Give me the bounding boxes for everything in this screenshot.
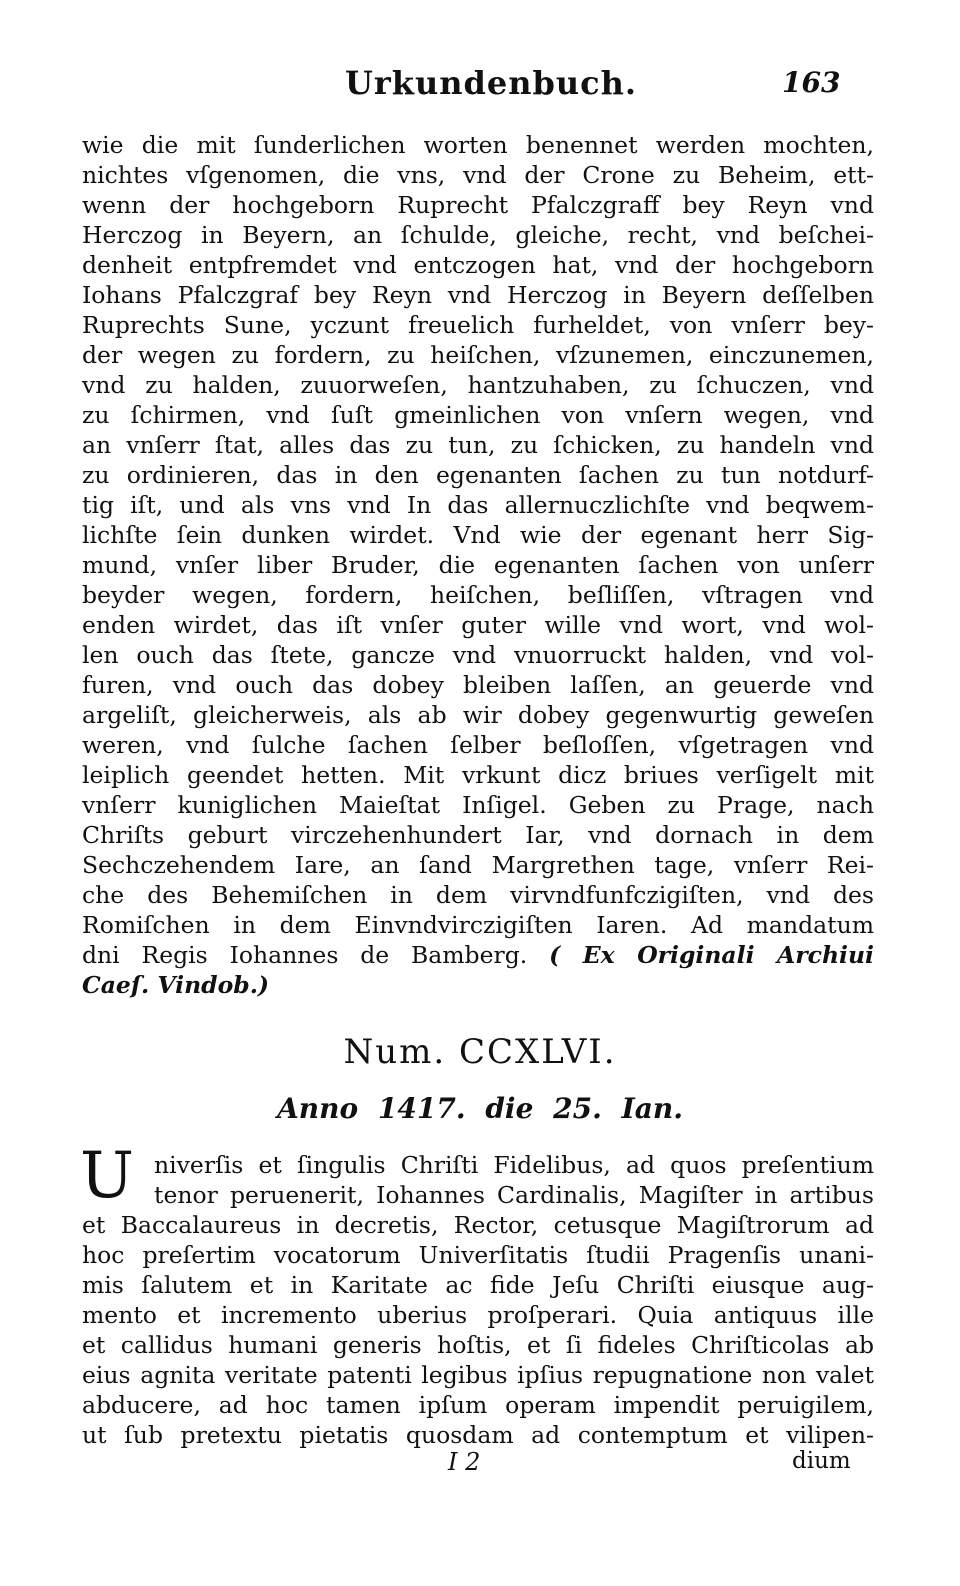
text-line: zu ſchirmen, vnd ſuſt gmeinlichen von vnſern wegen, vnd <box>82 401 874 429</box>
text-line: zu ordinieren, das in den egenanten ſachen zu tun notdurf- <box>82 461 874 489</box>
text-line: vnſerr kuniglichen Maieſtat Inſigel. Geben zu Prage, nach <box>82 791 874 819</box>
signature-mark: I 2 <box>448 1448 481 1476</box>
catchword: dium <box>792 1448 851 1474</box>
text-line: eius agnita veritate patenti legibus ipſius repugnatione non valet <box>82 1361 874 1389</box>
text-line <box>82 970 874 1000</box>
text-line: hoc preſertim vocatorum Univerſitatis ſtudii Pragenſis unani- <box>82 1241 874 1269</box>
text-line: et callidus humani generis hoſtis, et ſi fideles Chriſticolas ab <box>82 1331 874 1359</box>
text-line: Romiſchen in dem Einvndvirczigiſten Iaren. Ad mandatum <box>82 911 874 939</box>
text-line: et Baccalaureus in decretis, Rector, cetusque Magiſtrorum ad <box>82 1211 874 1239</box>
text-line: wie die mit ſunderlichen worten benennet werden mochten, <box>82 131 874 159</box>
text-line: abducere, ad hoc tamen ipſum operam impendit peruigilem, <box>82 1391 874 1419</box>
attestation-text: dni Regis Iohannes de Bamberg. <box>82 941 528 969</box>
text-line-with-source <box>82 940 874 970</box>
source-citation: ( Ex Originali Archiui <box>549 941 874 969</box>
text-line: der wegen zu fordern, zu heiſchen, vſzunemen, einczunemen, <box>82 341 874 369</box>
text-line: leiplich geendet hetten. Mit vrkunt dicz briues verſigelt mit <box>82 761 874 789</box>
text-line: nichtes vſgenomen, die vns, vnd der Crone zu Beheim, ett- <box>82 161 874 189</box>
text-line: lichſte ſein dunken wirdet. Vnd wie der egenant herr Sig- <box>82 521 874 549</box>
drop-cap: U <box>80 1139 134 1213</box>
text-line: mis ſalutem et in Karitate ac fide Jeſu Chriſti eiusque aug- <box>82 1271 874 1299</box>
document-number-heading: Num. CCXLVI. <box>343 1032 617 1072</box>
text-line: beyder wegen, fordern, heiſchen, beſliſſen, vſtragen vnd <box>82 581 874 609</box>
text-line: tenor peruenerit, Iohannes Cardinalis, Magiſter in artibus <box>154 1181 874 1209</box>
text-line: tig iſt, und als vns vnd In das allernuczlichſte vnd beqwem- <box>82 491 874 519</box>
source-citation-end: Caeſ. Vindob.) <box>82 971 270 999</box>
text-line: Ruprechts Sune, yczunt freuelich furheldet, von vnſerr bey- <box>82 311 874 339</box>
text-line: mund, vnſer liber Bruder, die egenanten ſachen von unſerr <box>82 551 874 579</box>
text-line: Herczog in Beyern, an ſchulde, gleiche, recht, vnd beſchei- <box>82 221 874 249</box>
text-line: argeliſt, gleicherweis, als ab wir dobey gegenwurtig geweſen <box>82 701 874 729</box>
text-line: wenn der hochgeborn Ruprecht Pfalczgraff bey Reyn vnd <box>82 191 874 219</box>
text-line: che des Behemiſchen in dem virvndfunfczigiſten, vnd des <box>82 881 874 909</box>
date-heading: Anno 1417. die 25. Ian. <box>277 1092 683 1125</box>
text-line: Sechczehendem Iare, an ſand Margrethen tage, vnſerr Rei- <box>82 851 874 879</box>
text-line: ut ſub pretextu pietatis quosdam ad contemptum et vilipen- <box>82 1421 874 1449</box>
text-line: Chriſts geburt virczehenhundert Iar, vnd dornach in dem <box>82 821 874 849</box>
text-line: niverſis et ſingulis Chriſti Fidelibus, ad quos preſentium <box>154 1151 874 1179</box>
running-head-title: Urkundenbuch. <box>345 64 637 102</box>
text-line: len ouch das ſtete, gancze vnd vnuorruckt halden, vnd vol- <box>82 641 874 669</box>
text-line: weren, vnd ſulche ſachen ſelber beſloſſen, vſgetragen vnd <box>82 731 874 759</box>
text-line: vnd zu halden, zuuorweſen, hantzuhaben, zu ſchuczen, vnd <box>82 371 874 399</box>
text-line: Iohans Pfalczgraf bey Reyn vnd Herczog in Beyern deſſelben <box>82 281 874 309</box>
text-line: mento et incremento uberius proſperari. Quia antiquus ille <box>82 1301 874 1329</box>
text-line: an vnſerr ſtat, alles das zu tun, zu ſchicken, zu handeln vnd <box>82 431 874 459</box>
page-number: 163 <box>782 66 841 99</box>
text-line: furen, vnd ouch das dobey bleiben laſſen, an geuerde vnd <box>82 671 874 699</box>
running-head <box>0 58 960 108</box>
text-line: denheit entpfremdet vnd entczogen hat, vnd der hochgeborn <box>82 251 874 279</box>
text-line: enden wirdet, das iſt vnſer guter wille vnd wort, vnd wol- <box>82 611 874 639</box>
